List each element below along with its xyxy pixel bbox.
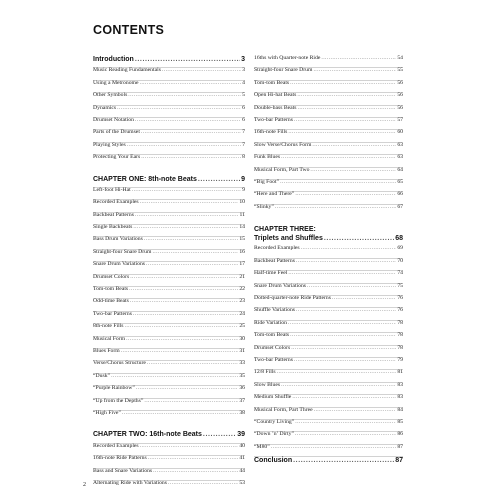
dot-leader xyxy=(147,361,238,367)
section-gap xyxy=(93,167,245,176)
toc-entry[interactable] xyxy=(254,56,403,67)
toc-entry-title: Shuffle Variations xyxy=(254,307,296,314)
toc-entry-title: Recorded Examples xyxy=(254,245,300,252)
toc-entry[interactable] xyxy=(93,410,245,422)
dot-leader xyxy=(135,213,239,219)
dot-leader xyxy=(133,312,238,318)
toc-entry-page: 44 xyxy=(239,467,245,474)
toc-entry[interactable] xyxy=(93,236,245,248)
toc-entry-title: Double-bass Beats xyxy=(254,104,297,111)
toc-entry-title: Odd-time Beats xyxy=(93,298,129,305)
toc-entry[interactable] xyxy=(254,270,403,282)
toc-entry-page: 6 xyxy=(242,104,245,111)
toc-entry[interactable] xyxy=(254,407,403,419)
dot-leader xyxy=(126,337,238,343)
dot-leader xyxy=(168,481,238,487)
toc-entry[interactable] xyxy=(254,283,403,295)
toc-entry-title: CHAPTER ONE: 8th-note Beats xyxy=(93,175,197,183)
toc-entry-title: Drumset Notation xyxy=(93,116,134,123)
dot-leader xyxy=(312,143,396,149)
toc-entry-page: 84 xyxy=(397,406,403,413)
toc-entry-title: Recorded Examples xyxy=(93,199,139,206)
toc-entry[interactable] xyxy=(254,419,403,431)
toc-entry-title: Open Hi-hat Beats xyxy=(254,92,297,99)
toc-entry-title: “Slinky” xyxy=(254,203,274,210)
section-gap xyxy=(254,216,403,225)
toc-entry-page: 66 xyxy=(397,191,403,198)
toc-entry-title: Bass and Snare Variations xyxy=(93,467,153,474)
section-gap xyxy=(93,422,245,431)
toc-entry[interactable] xyxy=(93,80,245,92)
toc-entry[interactable] xyxy=(93,480,245,492)
toc-entry-page: 24 xyxy=(239,310,245,317)
toc-entry-title: “High Five” xyxy=(93,409,121,416)
toc-heading-row[interactable] xyxy=(93,431,245,442)
toc-entry[interactable] xyxy=(254,369,403,381)
toc-entry[interactable] xyxy=(93,468,245,480)
toc-entry-title: Recorded Examples xyxy=(93,442,139,449)
toc-entry-page: 35 xyxy=(239,372,245,379)
toc-entry-title: Other Symbols xyxy=(93,92,128,99)
dot-leader xyxy=(290,81,396,87)
toc-entry-title: “Dusk” xyxy=(93,372,111,379)
dot-leader xyxy=(129,287,238,293)
toc-entry-page: 6 xyxy=(242,116,245,123)
toc-entry[interactable] xyxy=(254,117,403,129)
toc-entry-page: 53 xyxy=(239,479,245,486)
toc-entry-title: Drumset Colors xyxy=(254,344,291,351)
toc-entry[interactable] xyxy=(254,431,403,443)
toc-entry-page: 68 xyxy=(395,235,403,243)
dot-leader xyxy=(111,374,238,380)
toc-entry-title: Slow Blues xyxy=(254,381,281,388)
toc-entry[interactable] xyxy=(254,154,403,166)
toc-entry-page: 39 xyxy=(237,431,245,439)
toc-entry-title: Snare Drum Variations xyxy=(93,261,146,268)
dot-leader xyxy=(162,68,241,74)
toc-entry[interactable] xyxy=(254,444,403,456)
dot-leader xyxy=(132,188,241,194)
dot-leader xyxy=(203,431,236,438)
dot-leader xyxy=(280,180,396,186)
toc-entry-title: Slow Verse/Chorus Form xyxy=(254,141,312,148)
toc-entry-title: Playing Styles xyxy=(93,141,126,148)
toc-entry[interactable] xyxy=(254,357,403,369)
toc-entry-page: 7 xyxy=(242,129,245,136)
toc-entry-page: 85 xyxy=(397,418,403,425)
toc-entry-title: Parts of the Drumset xyxy=(93,129,140,136)
toc-entry[interactable] xyxy=(93,274,245,286)
dot-leader xyxy=(144,399,238,405)
toc-entry-page: 81 xyxy=(397,369,403,376)
toc-entry-title: “Up from the Depths” xyxy=(93,397,144,404)
page-title: CONTENTS xyxy=(93,23,165,37)
toc-entry[interactable] xyxy=(93,199,245,211)
dot-leader xyxy=(275,205,396,211)
toc-entry[interactable] xyxy=(254,382,403,394)
dot-leader xyxy=(125,324,239,330)
dot-leader xyxy=(117,106,241,112)
dot-leader xyxy=(198,176,240,183)
toc-entry-page: 10 xyxy=(239,199,245,206)
toc-entry-title: Dotted-quarter-note Ride Patterns xyxy=(254,295,331,302)
toc-entry-page: 41 xyxy=(239,455,245,462)
toc-entry[interactable] xyxy=(254,105,403,117)
toc-entry[interactable] xyxy=(254,142,403,154)
dot-leader xyxy=(148,456,239,462)
toc-entry-page: 33 xyxy=(239,360,245,367)
toc-entry-title: Tom-tom Beats xyxy=(93,286,129,293)
toc-entry-title: Triplets and Shuffles xyxy=(254,235,323,243)
dot-leader xyxy=(153,469,238,475)
toc-entry-title: Musical Form, Part Two xyxy=(254,166,310,173)
toc-entry-title: Tom-tom Beats xyxy=(254,79,290,86)
dot-leader xyxy=(141,130,241,136)
toc-entry-page: 78 xyxy=(397,332,403,339)
dot-leader xyxy=(292,395,396,401)
dot-leader xyxy=(133,225,238,231)
toc-entry[interactable] xyxy=(254,92,403,104)
dot-leader xyxy=(281,155,396,161)
dot-leader xyxy=(121,349,239,355)
toc-entry-page: 57 xyxy=(397,116,403,123)
toc-entry-page: 79 xyxy=(397,356,403,363)
toc-entry-page: 36 xyxy=(239,385,245,392)
toc-entry-title: Straight-four Snare Drum xyxy=(93,248,152,255)
toc-entry[interactable] xyxy=(254,67,403,79)
toc-entry-title: Dynamics xyxy=(93,104,117,111)
toc-entry-page: 9 xyxy=(241,175,245,183)
toc-entry-page: 70 xyxy=(397,257,403,264)
toc-entry[interactable] xyxy=(254,191,403,203)
toc-entry[interactable] xyxy=(93,385,245,397)
toc-entry-page: 31 xyxy=(239,347,245,354)
dot-leader xyxy=(128,93,241,99)
toc-entry-page: 37 xyxy=(239,397,245,404)
toc-entry[interactable] xyxy=(93,286,245,298)
toc-entry-title: 16th-note Ride Patterns xyxy=(93,455,147,462)
toc-entry-page: 15 xyxy=(239,236,245,243)
toc-entry-page: 5 xyxy=(242,92,245,99)
toc-entry-title: Two-bar Patterns xyxy=(93,310,132,317)
toc-entry-page: 75 xyxy=(397,282,403,289)
dot-leader xyxy=(144,237,238,243)
toc-entry-title: “Down ’n’ Dirty” xyxy=(254,431,295,438)
dot-leader xyxy=(136,386,238,392)
toc-entry-title: Music Reading Fundamentals xyxy=(93,67,161,74)
dot-leader xyxy=(135,56,240,63)
toc-entry-page: 60 xyxy=(397,129,403,136)
toc-entry-page: 54 xyxy=(397,55,403,61)
toc-entry-title: Left-foot Hi-Hat xyxy=(93,186,131,193)
toc-entry[interactable] xyxy=(93,261,245,273)
toc-heading-row[interactable] xyxy=(93,56,245,67)
toc-entry-page: 3 xyxy=(242,67,245,74)
toc-entry[interactable] xyxy=(93,129,245,141)
toc-entry-page: 55 xyxy=(397,67,403,74)
toc-entry[interactable] xyxy=(254,295,403,307)
dot-leader xyxy=(281,383,396,389)
toc-entry-title: Conclusion xyxy=(254,457,293,465)
dot-leader xyxy=(321,56,396,62)
dot-leader xyxy=(296,308,396,314)
toc-entry-title: Bass Drum Variations xyxy=(93,236,143,243)
toc-entry-title: Medium Shuffle xyxy=(254,394,292,401)
dot-leader xyxy=(332,296,396,302)
toc-entry-page: 64 xyxy=(397,166,403,173)
page-number: 2 xyxy=(83,482,86,488)
toc-entry-page: 56 xyxy=(397,79,403,86)
toc-entry-title: Ride Variation xyxy=(254,319,287,326)
toc-entry-title: 8th-note Fills xyxy=(93,323,124,330)
toc-entry-page: 69 xyxy=(397,245,403,252)
toc-entry-title: Single Backbeats xyxy=(93,224,133,231)
dot-leader xyxy=(295,192,396,198)
dot-leader xyxy=(135,118,241,124)
dot-leader xyxy=(293,457,394,464)
toc-entry-title: Straight-four Snare Drum xyxy=(254,67,313,74)
toc-entry-page: 76 xyxy=(397,295,403,302)
dot-leader xyxy=(294,118,396,124)
toc-entry[interactable] xyxy=(254,246,403,257)
toc-entry[interactable] xyxy=(93,224,245,236)
dot-leader xyxy=(127,143,241,149)
toc-entry-title: Backbeat Patterns xyxy=(254,257,295,264)
dot-leader xyxy=(295,420,396,426)
toc-entry-page: 30 xyxy=(239,335,245,342)
toc-entry-page: 65 xyxy=(397,178,403,185)
toc-entry-title: Backbeat Patterns xyxy=(93,211,134,218)
dot-leader xyxy=(298,106,397,112)
toc-entry-page: 67 xyxy=(397,203,403,210)
toc-entry[interactable] xyxy=(93,117,245,129)
toc-entry-page: 14 xyxy=(239,224,245,231)
toc-entry-page: 83 xyxy=(397,381,403,388)
toc-entry-title: Drumset Colors xyxy=(93,273,130,280)
toc-entry-title: Alternating Ride with Variations xyxy=(93,479,167,486)
toc-entry[interactable] xyxy=(93,336,245,348)
toc-entry-title: “M80” xyxy=(254,443,270,450)
toc-entry-page: 78 xyxy=(397,344,403,351)
toc-entry[interactable] xyxy=(254,394,403,406)
toc-entry-page: 63 xyxy=(397,154,403,161)
toc-entry-title: Musical Form xyxy=(93,335,126,342)
toc-entry-page: 25 xyxy=(239,323,245,330)
toc-entry-page: 87 xyxy=(395,457,403,465)
dot-leader xyxy=(295,432,396,438)
dot-leader xyxy=(140,81,242,87)
toc-entry-title: “Country Living” xyxy=(254,418,295,425)
toc-entry-page: 78 xyxy=(397,319,403,326)
dot-leader xyxy=(152,250,238,256)
toc-entry-title: 16th-note Fills xyxy=(254,129,288,136)
toc-entry-page: 40 xyxy=(239,442,245,449)
toc-entry-page: 21 xyxy=(239,273,245,280)
toc-entry[interactable] xyxy=(93,311,245,323)
toc-entry[interactable] xyxy=(93,187,245,199)
toc-entry-title: Tom-tom Beats xyxy=(254,332,290,339)
toc-chapter-heading[interactable] xyxy=(254,225,403,246)
dot-leader xyxy=(290,333,396,339)
toc-entry[interactable] xyxy=(93,249,245,261)
toc-heading-row[interactable] xyxy=(93,176,245,187)
dot-leader xyxy=(314,408,397,414)
toc-entry-title: Half-time Feel xyxy=(254,270,288,277)
dot-leader xyxy=(288,130,396,136)
contents-right-column xyxy=(254,56,403,469)
dot-leader xyxy=(288,271,396,277)
dot-leader xyxy=(130,275,238,281)
dot-leader xyxy=(271,445,397,451)
toc-entry-page: 63 xyxy=(397,141,403,148)
toc-entry[interactable] xyxy=(254,129,403,141)
toc-entry-page: 8 xyxy=(242,154,245,161)
dot-leader xyxy=(140,200,239,206)
dot-leader xyxy=(307,284,396,290)
toc-entry-page: 56 xyxy=(397,92,403,99)
dot-leader xyxy=(146,262,238,268)
dot-leader xyxy=(297,93,396,99)
toc-entry-title: “Purple Rainbow” xyxy=(93,385,135,392)
toc-entry[interactable] xyxy=(93,154,245,166)
toc-entry[interactable] xyxy=(254,167,403,179)
toc-entry-title: Two-bar Patterns xyxy=(254,116,293,123)
toc-entry-page: 87 xyxy=(397,443,403,450)
toc-entry-title: “Big Foot” xyxy=(254,178,280,185)
toc-entry[interactable] xyxy=(254,179,403,191)
toc-entry-title: Two-bar Patterns xyxy=(254,356,293,363)
toc-entry-title: “Here and There” xyxy=(254,191,295,198)
toc-entry[interactable] xyxy=(93,348,245,360)
toc-entry-page: 22 xyxy=(239,286,245,293)
toc-entry[interactable] xyxy=(93,373,245,385)
toc-entry[interactable] xyxy=(93,455,245,467)
toc-entry[interactable] xyxy=(93,105,245,117)
toc-entry[interactable] xyxy=(254,307,403,319)
toc-entry[interactable] xyxy=(93,142,245,154)
toc-entry[interactable] xyxy=(93,360,245,372)
toc-entry-page: 83 xyxy=(397,394,403,401)
toc-entry-title: Introduction xyxy=(93,56,134,63)
toc-entry[interactable] xyxy=(93,398,245,410)
toc-entry-title: Verse/Chorus Structure xyxy=(93,360,146,367)
toc-entry-page: 4 xyxy=(242,79,245,86)
toc-entry-title: Using a Metronome xyxy=(93,79,139,86)
contents-left-column xyxy=(93,56,245,492)
dot-leader xyxy=(288,321,396,327)
toc-entry[interactable] xyxy=(254,332,403,344)
toc-entry-title: Blues Form xyxy=(93,347,120,354)
toc-entry-title: Protecting Your Ears xyxy=(93,154,141,161)
dot-leader xyxy=(294,358,396,364)
dot-leader xyxy=(301,246,397,252)
toc-entry-page: 16 xyxy=(239,248,245,255)
toc-entry-page: 3 xyxy=(241,56,245,63)
toc-entry[interactable] xyxy=(254,204,403,216)
toc-entry-page: 86 xyxy=(397,431,403,438)
dot-leader xyxy=(277,370,397,376)
toc-entry-page: 17 xyxy=(239,261,245,268)
toc-heading-row[interactable] xyxy=(254,456,403,468)
toc-entry[interactable] xyxy=(93,298,245,310)
toc-entry-title: 16ths with Quarter-note Ride xyxy=(254,55,321,61)
dot-leader xyxy=(122,411,238,417)
toc-entry-page: 11 xyxy=(239,211,245,218)
toc-entry[interactable] xyxy=(93,67,245,79)
toc-entry-title: Musical Form, Part Three xyxy=(254,406,313,413)
toc-entry-page: 23 xyxy=(239,298,245,305)
dot-leader xyxy=(130,299,238,305)
toc-entry-page: 76 xyxy=(397,307,403,314)
toc-entry[interactable] xyxy=(254,320,403,332)
toc-entry[interactable] xyxy=(254,258,403,270)
toc-entry[interactable] xyxy=(93,443,245,455)
toc-chapter-label: CHAPTER THREE: xyxy=(254,226,316,234)
toc-entry-page: 56 xyxy=(397,104,403,111)
toc-entry[interactable] xyxy=(254,80,403,92)
dot-leader xyxy=(324,235,394,242)
dot-leader xyxy=(313,68,396,74)
toc-entry-title: Funk Blues xyxy=(254,154,281,161)
toc-entry[interactable] xyxy=(254,345,403,357)
toc-entry-title: Snare Drum Variations xyxy=(254,282,307,289)
dot-leader xyxy=(296,259,396,265)
toc-entry-page: 9 xyxy=(242,186,245,193)
toc-entry-page: 7 xyxy=(242,141,245,148)
dot-leader xyxy=(141,155,241,161)
dot-leader xyxy=(310,168,396,174)
toc-entry-title: 12/8 Fills xyxy=(254,369,276,376)
toc-entry-page: 38 xyxy=(239,409,245,416)
dot-leader xyxy=(291,346,396,352)
toc-entry[interactable] xyxy=(93,92,245,104)
dot-leader xyxy=(140,444,239,450)
toc-entry-title: CHAPTER TWO: 16th-note Beats xyxy=(93,431,202,439)
toc-entry[interactable] xyxy=(93,212,245,224)
toc-entry[interactable] xyxy=(93,323,245,335)
toc-entry-page: 74 xyxy=(397,270,403,277)
